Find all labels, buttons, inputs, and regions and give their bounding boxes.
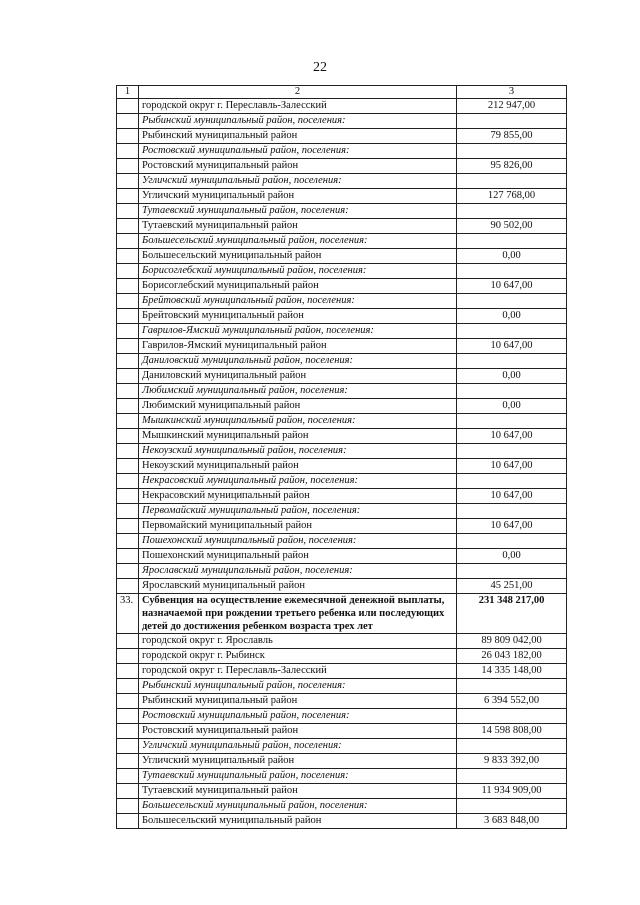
- table-row: [117, 339, 567, 354]
- subvention-table-body: [117, 86, 567, 829]
- table-row: [117, 784, 567, 799]
- amount-cell: [457, 504, 567, 519]
- row-number-cell: [117, 679, 139, 694]
- table-row: [117, 309, 567, 324]
- table-row: [117, 694, 567, 709]
- amount-cell: [457, 144, 567, 159]
- recipient-name-cell: Некоузский муниципальный район: [139, 459, 457, 474]
- row-number-cell: [117, 799, 139, 814]
- table-row: [117, 474, 567, 489]
- row-number-cell: [117, 784, 139, 799]
- recipient-name-cell: городской округ г. Переславль-Залесский: [139, 664, 457, 679]
- table-header-row: [117, 86, 567, 99]
- recipient-name-cell: Ростовский муниципальный район: [139, 724, 457, 739]
- district-heading-cell: Ростовский муниципальный район, поселения:: [139, 144, 457, 159]
- amount-cell: [457, 324, 567, 339]
- recipient-name-cell: Первомайский муниципальный район: [139, 519, 457, 534]
- table-row: [117, 489, 567, 504]
- recipient-name-cell: Угличский муниципальный район: [139, 754, 457, 769]
- header-col-1: 1: [117, 86, 139, 99]
- table-row: [117, 114, 567, 129]
- table-row: [117, 429, 567, 444]
- row-number-cell: [117, 99, 139, 114]
- table-row: [117, 799, 567, 814]
- recipient-name-cell: Большесельский муниципальный район: [139, 249, 457, 264]
- district-heading-cell: Большесельский муниципальный район, поселения:: [139, 799, 457, 814]
- item-number-cell: 33.: [117, 594, 139, 634]
- table-row: [117, 399, 567, 414]
- district-heading-cell: Тутаевский муниципальный район, поселения:: [139, 769, 457, 784]
- amount-cell: 0,00: [457, 549, 567, 564]
- table-row: [117, 264, 567, 279]
- table-row: [117, 814, 567, 829]
- table-row: [117, 324, 567, 339]
- district-heading-cell: Борисоглебский муниципальный район, поселения:: [139, 264, 457, 279]
- recipient-name-cell: Даниловский муниципальный район: [139, 369, 457, 384]
- row-number-cell: [117, 354, 139, 369]
- amount-cell: 6 394 552,00: [457, 694, 567, 709]
- table-row: [117, 204, 567, 219]
- district-heading-cell: Рыбинский муниципальный район, поселения:: [139, 679, 457, 694]
- row-number-cell: [117, 754, 139, 769]
- table-row: [117, 649, 567, 664]
- district-heading-cell: Некоузский муниципальный район, поселения:: [139, 444, 457, 459]
- row-number-cell: [117, 294, 139, 309]
- row-number-cell: [117, 694, 139, 709]
- amount-cell: [457, 709, 567, 724]
- recipient-name-cell: Тутаевский муниципальный район: [139, 784, 457, 799]
- row-number-cell: [117, 129, 139, 144]
- district-heading-cell: Пошехонский муниципальный район, поселения:: [139, 534, 457, 549]
- amount-cell: 79 855,00: [457, 129, 567, 144]
- table-row: [117, 769, 567, 784]
- row-number-cell: [117, 339, 139, 354]
- item-33-row: [117, 594, 567, 634]
- recipient-name-cell: Любимский муниципальный район: [139, 399, 457, 414]
- recipient-name-cell: городской округ г. Переславль-Залесский: [139, 99, 457, 114]
- row-number-cell: [117, 664, 139, 679]
- table-row: [117, 144, 567, 159]
- table-row: [117, 664, 567, 679]
- row-number-cell: [117, 489, 139, 504]
- table-row: [117, 99, 567, 114]
- amount-cell: 10 647,00: [457, 519, 567, 534]
- row-number-cell: [117, 444, 139, 459]
- recipient-name-cell: Борисоглебский муниципальный район: [139, 279, 457, 294]
- amount-cell: [457, 564, 567, 579]
- table-row: [117, 219, 567, 234]
- row-number-cell: [117, 504, 139, 519]
- table-row: [117, 294, 567, 309]
- amount-cell: [457, 234, 567, 249]
- row-number-cell: [117, 234, 139, 249]
- table-row: [117, 249, 567, 264]
- recipient-name-cell: городской округ г. Рыбинск: [139, 649, 457, 664]
- header-col-2: 2: [139, 86, 457, 99]
- recipient-name-cell: Угличский муниципальный район: [139, 189, 457, 204]
- amount-cell: [457, 474, 567, 489]
- district-heading-cell: Некрасовский муниципальный район, поселения:: [139, 474, 457, 489]
- row-number-cell: [117, 564, 139, 579]
- amount-cell: [457, 294, 567, 309]
- row-number-cell: [117, 649, 139, 664]
- item-title-cell: Субвенция на осуществление ежемесячной денежной выплаты, назначаемой при рождении третьего ребенка или последующих детей до достижения ребенком возраста трех лет: [139, 594, 457, 634]
- table-row: [117, 724, 567, 739]
- recipient-name-cell: Большесельский муниципальный район: [139, 814, 457, 829]
- amount-cell: 0,00: [457, 369, 567, 384]
- recipient-name-cell: Рыбинский муниципальный район: [139, 129, 457, 144]
- row-number-cell: [117, 219, 139, 234]
- district-heading-cell: Гаврилов-Ямский муниципальный район, поселения:: [139, 324, 457, 339]
- table-row: [117, 369, 567, 384]
- amount-cell: 90 502,00: [457, 219, 567, 234]
- amount-cell: 45 251,00: [457, 579, 567, 594]
- recipient-name-cell: Гаврилов-Ямский муниципальный район: [139, 339, 457, 354]
- table-row: [117, 234, 567, 249]
- amount-cell: 10 647,00: [457, 429, 567, 444]
- table-row: [117, 174, 567, 189]
- recipient-name-cell: Мышкинский муниципальный район: [139, 429, 457, 444]
- recipient-name-cell: Ростовский муниципальный район: [139, 159, 457, 174]
- row-number-cell: [117, 324, 139, 339]
- row-number-cell: [117, 534, 139, 549]
- table-row: [117, 634, 567, 649]
- amount-cell: 10 647,00: [457, 459, 567, 474]
- amount-cell: 14 335 148,00: [457, 664, 567, 679]
- page-number: 22: [313, 60, 327, 75]
- table-row: [117, 444, 567, 459]
- row-number-cell: [117, 249, 139, 264]
- district-heading-cell: Первомайский муниципальный район, поселения:: [139, 504, 457, 519]
- row-number-cell: [117, 724, 139, 739]
- row-number-cell: [117, 814, 139, 829]
- row-number-cell: [117, 429, 139, 444]
- district-heading-cell: Рыбинский муниципальный район, поселения:: [139, 114, 457, 129]
- amount-cell: 95 826,00: [457, 159, 567, 174]
- row-number-cell: [117, 114, 139, 129]
- table-row: [117, 354, 567, 369]
- row-number-cell: [117, 264, 139, 279]
- recipient-name-cell: Брейтовский муниципальный район: [139, 309, 457, 324]
- row-number-cell: [117, 204, 139, 219]
- header-col-3: 3: [457, 86, 567, 99]
- row-number-cell: [117, 709, 139, 724]
- table-row: [117, 754, 567, 769]
- row-number-cell: [117, 309, 139, 324]
- amount-cell: 11 934 909,00: [457, 784, 567, 799]
- district-heading-cell: Любимский муниципальный район, поселения:: [139, 384, 457, 399]
- district-heading-cell: Брейтовский муниципальный район, поселения:: [139, 294, 457, 309]
- table-row: [117, 739, 567, 754]
- table-row: [117, 709, 567, 724]
- recipient-name-cell: Ярославский муниципальный район: [139, 579, 457, 594]
- amount-cell: 212 947,00: [457, 99, 567, 114]
- row-number-cell: [117, 399, 139, 414]
- row-number-cell: [117, 474, 139, 489]
- amount-cell: [457, 384, 567, 399]
- row-number-cell: [117, 579, 139, 594]
- amount-cell: 10 647,00: [457, 489, 567, 504]
- amount-cell: [457, 769, 567, 784]
- table-row: [117, 189, 567, 204]
- district-heading-cell: Мышкинский муниципальный район, поселения:: [139, 414, 457, 429]
- amount-cell: [457, 114, 567, 129]
- table-row: [117, 159, 567, 174]
- amount-cell: [457, 414, 567, 429]
- row-number-cell: [117, 174, 139, 189]
- amount-cell: 0,00: [457, 399, 567, 414]
- row-number-cell: [117, 634, 139, 649]
- amount-cell: 3 683 848,00: [457, 814, 567, 829]
- amount-cell: 0,00: [457, 309, 567, 324]
- district-heading-cell: Большесельский муниципальный район, поселения:: [139, 234, 457, 249]
- recipient-name-cell: Некрасовский муниципальный район: [139, 489, 457, 504]
- amount-cell: [457, 534, 567, 549]
- amount-cell: 26 043 182,00: [457, 649, 567, 664]
- recipient-name-cell: городской округ г. Ярославль: [139, 634, 457, 649]
- table-row: [117, 519, 567, 534]
- amount-cell: [457, 679, 567, 694]
- amount-cell: 89 809 042,00: [457, 634, 567, 649]
- row-number-cell: [117, 459, 139, 474]
- recipient-name-cell: Пошехонский муниципальный район: [139, 549, 457, 564]
- table-row: [117, 679, 567, 694]
- amount-cell: [457, 444, 567, 459]
- amount-cell: [457, 264, 567, 279]
- table-row: [117, 549, 567, 564]
- row-number-cell: [117, 769, 139, 784]
- table-row: [117, 564, 567, 579]
- amount-cell: 0,00: [457, 249, 567, 264]
- row-number-cell: [117, 159, 139, 174]
- item-total-amount-cell: 231 348 217,00: [457, 594, 567, 634]
- table-row: [117, 129, 567, 144]
- table-row: [117, 504, 567, 519]
- table-row: [117, 414, 567, 429]
- recipient-name-cell: Тутаевский муниципальный район: [139, 219, 457, 234]
- row-number-cell: [117, 549, 139, 564]
- district-heading-cell: Ярославский муниципальный район, поселения:: [139, 564, 457, 579]
- district-heading-cell: Ростовский муниципальный район, поселения:: [139, 709, 457, 724]
- table-row: [117, 459, 567, 474]
- amount-cell: [457, 354, 567, 369]
- table-row: [117, 384, 567, 399]
- district-heading-cell: Угличский муниципальный район, поселения:: [139, 174, 457, 189]
- district-heading-cell: Даниловский муниципальный район, поселения:: [139, 354, 457, 369]
- amount-cell: [457, 799, 567, 814]
- row-number-cell: [117, 519, 139, 534]
- row-number-cell: [117, 414, 139, 429]
- district-heading-cell: Угличский муниципальный район, поселения:: [139, 739, 457, 754]
- amount-cell: 10 647,00: [457, 279, 567, 294]
- amount-cell: [457, 174, 567, 189]
- district-heading-cell: Тутаевский муниципальный район, поселения:: [139, 204, 457, 219]
- row-number-cell: [117, 739, 139, 754]
- table-row: [117, 279, 567, 294]
- amount-cell: [457, 739, 567, 754]
- table-row: [117, 534, 567, 549]
- row-number-cell: [117, 369, 139, 384]
- table-row: [117, 579, 567, 594]
- amount-cell: 9 833 392,00: [457, 754, 567, 769]
- amount-cell: 14 598 808,00: [457, 724, 567, 739]
- amount-cell: 127 768,00: [457, 189, 567, 204]
- row-number-cell: [117, 384, 139, 399]
- row-number-cell: [117, 189, 139, 204]
- row-number-cell: [117, 279, 139, 294]
- subvention-table: [116, 85, 567, 829]
- amount-cell: [457, 204, 567, 219]
- recipient-name-cell: Рыбинский муниципальный район: [139, 694, 457, 709]
- amount-cell: 10 647,00: [457, 339, 567, 354]
- row-number-cell: [117, 144, 139, 159]
